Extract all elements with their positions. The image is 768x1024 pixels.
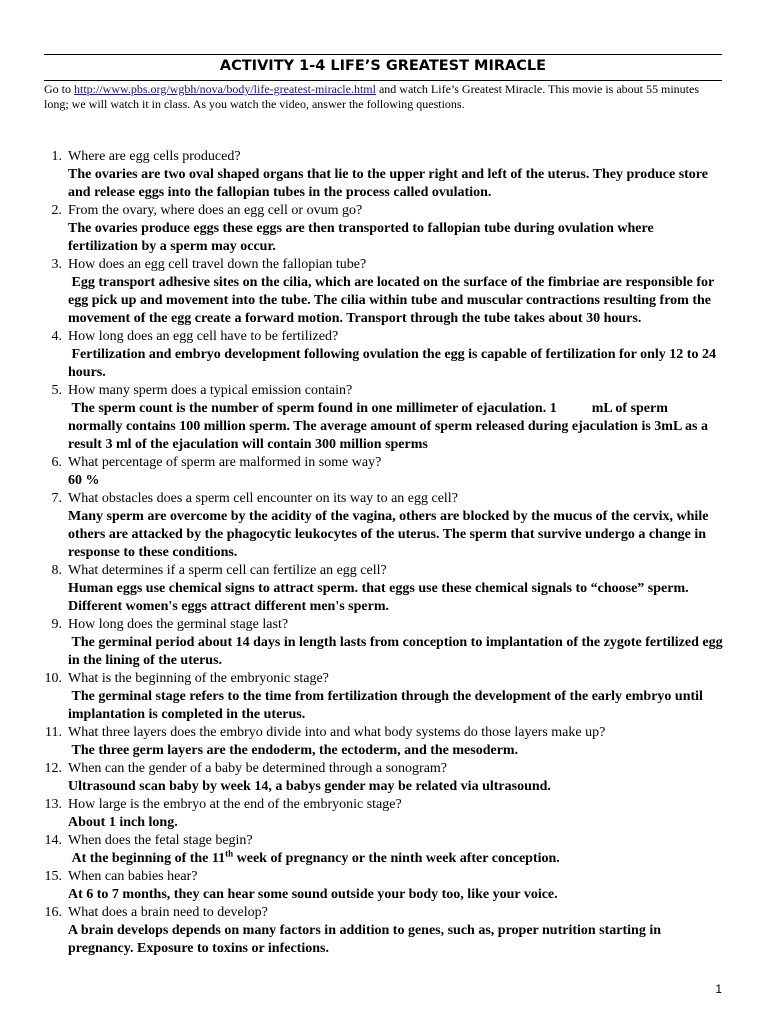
video-link[interactable]: http://www.pbs.org/wgbh/nova/body/life-greatest-miracle.html xyxy=(74,82,376,96)
question-text: From the ovary, where does an egg cell or ovum go? xyxy=(68,203,363,218)
question-number: 7. xyxy=(51,491,62,506)
question-text: What determines if a sperm cell can fertilize an egg cell? xyxy=(68,563,387,578)
question-text: How large is the embryo at the end of the embryonic stage? xyxy=(68,797,402,812)
top-rule xyxy=(44,54,722,55)
answer-text: The germinal stage refers to the time from fertilization through the development of the early embryo until implantation is completed in the uterus. xyxy=(68,689,703,722)
answer-text-part: At the beginning of the 11 xyxy=(68,851,226,866)
question-text: What does a brain need to develop? xyxy=(68,905,268,920)
question-number: 13. xyxy=(44,797,62,812)
question-number: 12. xyxy=(44,761,62,776)
question-number: 9. xyxy=(51,617,62,632)
question-list xyxy=(0,148,768,958)
answer-text xyxy=(68,850,724,868)
question-text: Where are egg cells produced? xyxy=(68,149,241,164)
question-text: What is the beginning of the embryonic stage? xyxy=(68,671,329,686)
question-number: 4. xyxy=(51,329,62,344)
answer-text: A brain develops depends on many factors in addition to genes, such as, proper nutrition starting in pregnancy. Exposure to toxins or infections. xyxy=(68,923,662,956)
question-text: How does an egg cell travel down the fallopian tube? xyxy=(68,257,367,272)
question-text: When can the gender of a baby be determined through a sonogram? xyxy=(68,761,448,776)
intro-suffix: and watch Life’s Greatest Miracle. This movie is about 55 minutes long; we will watch it in class. As you watch the video, answer the following questions. xyxy=(44,82,699,111)
question-number: 1. xyxy=(51,149,62,164)
answer-text: At 6 to 7 months, they can hear some sound outside your body too, like your voice. xyxy=(68,887,558,902)
question-text: When does the fetal stage begin? xyxy=(68,833,253,848)
question-text: How many sperm does a typical emission contain? xyxy=(68,383,353,398)
question-item xyxy=(0,832,768,868)
question-item xyxy=(0,796,768,832)
question-item xyxy=(0,202,768,256)
question-text: When can babies hear? xyxy=(68,869,198,884)
question-item xyxy=(0,382,768,454)
answer-text: The three germ layers are the endoderm, the ectoderm, and the mesoderm. xyxy=(68,743,519,758)
question-number: 2. xyxy=(51,203,62,218)
intro-paragraph xyxy=(44,82,724,112)
page-title: ACTIVITY 1-4 LIFE’S GREATEST MIRACLE xyxy=(219,58,547,74)
answer-text: About 1 inch long. xyxy=(68,815,178,830)
question-number: 15. xyxy=(44,869,62,884)
answer-text: The ovaries produce eggs these eggs are then transported to fallopian tube during ovulation where fertilization by a sperm may occur. xyxy=(68,221,654,254)
question-item xyxy=(0,904,768,958)
answer-superscript: th xyxy=(225,848,234,859)
question-item xyxy=(0,760,768,796)
answer-text: Fertilization and embryo development following ovulation the egg is capable of fertilization for only 12 to 24 hours. xyxy=(68,347,716,380)
intro-prefix: Go to xyxy=(44,82,74,96)
question-item xyxy=(0,328,768,382)
question-number: 10. xyxy=(44,671,62,686)
question-item xyxy=(0,148,768,202)
question-text: How long does the germinal stage last? xyxy=(68,617,289,632)
question-item xyxy=(0,454,768,490)
question-number: 14. xyxy=(44,833,62,848)
answer-text-part: week of pregnancy or the ninth week after conception. xyxy=(233,851,560,866)
question-text: What three layers does the embryo divide into and what body systems do those layers make up? xyxy=(68,725,606,740)
answer-text: The sperm count is the number of sperm found in one millimeter of ejaculation. 1 mL of sperm normally contains 100 million sperm. The average amount of sperm released during ejaculation is 3mL as a result 3 ml of the ejaculation will contain 300 million sperms xyxy=(68,401,708,452)
question-number: 8. xyxy=(51,563,62,578)
question-item xyxy=(0,490,768,562)
question-number: 3. xyxy=(51,257,62,272)
page-number: 1 xyxy=(715,982,722,996)
question-item xyxy=(0,562,768,616)
question-item xyxy=(0,868,768,904)
answer-text: The germinal period about 14 days in length lasts from conception to implantation of the zygote fertilized egg in the lining of the uterus. xyxy=(68,635,723,668)
question-number: 16. xyxy=(44,905,62,920)
question-item xyxy=(0,724,768,760)
answer-text: Many sperm are overcome by the acidity of the vagina, others are blocked by the mucus of the cervix, while others are attacked by the phagocytic leukocytes of the uterus. The sperm that survive undergo a change in response to these conditions. xyxy=(68,509,709,560)
answer-text: 60 % xyxy=(68,473,100,488)
question-item xyxy=(0,616,768,670)
question-number: 6. xyxy=(51,455,62,470)
question-text: What percentage of sperm are malformed in some way? xyxy=(68,455,382,470)
answer-text: Human eggs use chemical signs to attract sperm. that eggs use these chemical signals to “choose” sperm. Different women's eggs attract different men's sperm. xyxy=(68,581,689,614)
question-item xyxy=(0,256,768,328)
title-rule xyxy=(44,80,722,81)
question-text: What obstacles does a sperm cell encounter on its way to an egg cell? xyxy=(68,491,458,506)
question-number: 11. xyxy=(45,725,62,740)
answer-text: Egg transport adhesive sites on the cilia, which are located on the surface of the fimbriae are responsible for egg pick up and movement into the tube. The cilia within tube and muscular contractions resulting from the movement of the egg create a forward motion. Transport through the tube takes about 30 hours. xyxy=(68,275,715,326)
question-number: 5. xyxy=(51,383,62,398)
answer-text: Ultrasound scan baby by week 14, a babys gender may be related via ultrasound. xyxy=(68,779,551,794)
question-item xyxy=(0,670,768,724)
question-text: How long does an egg cell have to be fertilized? xyxy=(68,329,339,344)
answer-text: The ovaries are two oval shaped organs that lie to the upper right and left of the uterus. They produce store and release eggs into the fallopian tubes in the process called ovulation. xyxy=(68,167,708,200)
